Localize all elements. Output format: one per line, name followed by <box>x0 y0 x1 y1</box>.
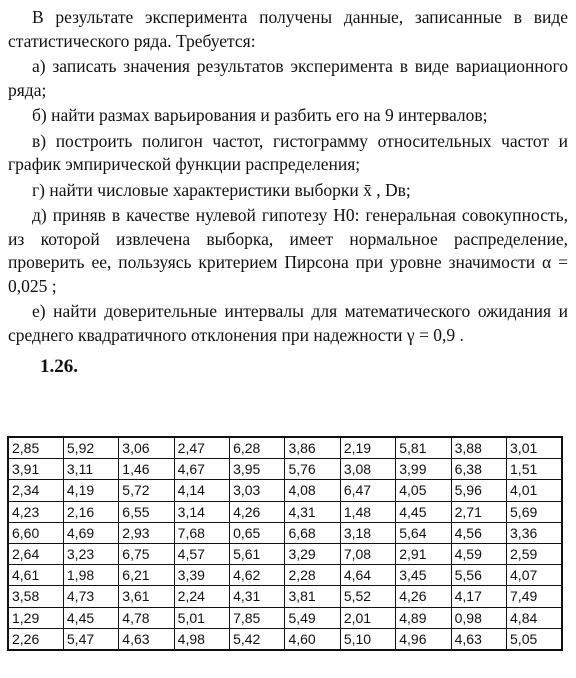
task-e: д) приняв в качестве нулевой гипотезу H0: генеральная совокупность, из которой извлечена выборка, имеет нормальное распределение, проверить ее, пользуясь критерием Пирсона при уровне значимости α = 0,025 ; <box>8 205 568 296</box>
table-cell: 2,93 <box>119 522 174 543</box>
table-row <box>8 459 562 480</box>
table-cell: 5,56 <box>451 565 506 586</box>
table-row <box>8 607 562 628</box>
table-cell: 2,24 <box>174 586 229 607</box>
table-cell: 4,69 <box>63 522 118 543</box>
table-cell: 4,63 <box>119 628 174 650</box>
table-cell: 6,38 <box>451 459 506 480</box>
table-cell: 3,81 <box>285 586 340 607</box>
table-cell: 3,01 <box>507 437 562 459</box>
table-cell: 4,05 <box>396 480 451 501</box>
table-cell: 4,73 <box>63 586 118 607</box>
table-cell: 3,45 <box>396 565 451 586</box>
table-cell: 3,06 <box>119 437 174 459</box>
table-cell: 3,08 <box>340 459 395 480</box>
table-cell: 1,48 <box>340 501 395 522</box>
table-cell: 3,23 <box>63 543 118 564</box>
table-cell: 1,46 <box>119 459 174 480</box>
table-cell: 1,29 <box>8 607 63 628</box>
table-cell: 0,65 <box>230 522 285 543</box>
table-cell: 4,98 <box>174 628 229 650</box>
task-c: в) построить полигон частот, гистограмму относительных частот и график эмпирической функции распределения; <box>8 130 568 174</box>
table-cell: 3,39 <box>174 565 229 586</box>
table-cell: 2,59 <box>507 543 562 564</box>
table-cell: 6,68 <box>285 522 340 543</box>
table-row <box>8 501 562 522</box>
table-cell: 7,49 <box>507 586 562 607</box>
table-cell: 4,08 <box>285 480 340 501</box>
table-cell: 3,14 <box>174 501 229 522</box>
table-cell: 5,01 <box>174 607 229 628</box>
table-cell: 6,75 <box>119 543 174 564</box>
table-cell: 3,18 <box>340 522 395 543</box>
table-cell: 2,71 <box>451 501 506 522</box>
table-cell: 4,67 <box>174 459 229 480</box>
table-cell: 3,03 <box>230 480 285 501</box>
table-cell: 6,21 <box>119 565 174 586</box>
table-cell: 5,49 <box>285 607 340 628</box>
table-cell: 7,85 <box>230 607 285 628</box>
table-row <box>8 586 562 607</box>
table-cell: 2,16 <box>63 501 118 522</box>
table-cell: 3,36 <box>507 522 562 543</box>
table-cell: 3,86 <box>285 437 340 459</box>
table-row <box>8 437 562 459</box>
table-cell: 0,98 <box>451 607 506 628</box>
table-cell: 3,58 <box>8 586 63 607</box>
table-cell: 4,26 <box>396 586 451 607</box>
table-cell: 5,81 <box>396 437 451 459</box>
table-cell: 3,11 <box>63 459 118 480</box>
table-cell: 5,92 <box>63 437 118 459</box>
table-cell: 4,89 <box>396 607 451 628</box>
table-cell: 2,26 <box>8 628 63 650</box>
table-cell: 5,47 <box>63 628 118 650</box>
data-table-wrapper <box>7 436 563 651</box>
table-cell: 6,55 <box>119 501 174 522</box>
table-cell: 2,91 <box>396 543 451 564</box>
table-row <box>8 543 562 564</box>
intro-paragraph: В результате эксперимента получены данные, записанные в виде статистического ряда. Требуется: <box>8 7 568 51</box>
data-table <box>7 436 563 651</box>
table-cell: 2,47 <box>174 437 229 459</box>
table-cell: 4,45 <box>63 607 118 628</box>
problem-number: 1.26. <box>40 356 78 377</box>
table-cell: 4,19 <box>63 480 118 501</box>
task-d: г) найти числовые характеристики выборки x̄ , Dв; <box>32 179 411 200</box>
table-cell: 5,76 <box>285 459 340 480</box>
task-f: е) найти доверительные интервалы для математического ожидания и среднего квадратичного отклонения при надежности γ = 0,9 . <box>8 301 568 345</box>
table-cell: 2,85 <box>8 437 63 459</box>
table-cell: 5,42 <box>230 628 285 650</box>
table-cell: 4,26 <box>230 501 285 522</box>
table-cell: 4,59 <box>451 543 506 564</box>
table-cell: 4,17 <box>451 586 506 607</box>
table-cell: 4,31 <box>230 586 285 607</box>
table-cell: 4,07 <box>507 565 562 586</box>
table-cell: 4,61 <box>8 565 63 586</box>
table-cell: 1,51 <box>507 459 562 480</box>
table-cell: 6,47 <box>340 480 395 501</box>
table-row <box>8 522 562 543</box>
table-row <box>8 480 562 501</box>
table-cell: 4,60 <box>285 628 340 650</box>
table-cell: 5,61 <box>230 543 285 564</box>
table-cell: 2,19 <box>340 437 395 459</box>
table-cell: 6,60 <box>8 522 63 543</box>
table-cell: 4,14 <box>174 480 229 501</box>
table-cell: 4,01 <box>507 480 562 501</box>
table-cell: 5,05 <box>507 628 562 650</box>
task-a: а) записать значения результатов эксперимента в виде вариационного ряда; <box>8 56 568 100</box>
table-cell: 3,88 <box>451 437 506 459</box>
table-cell: 3,29 <box>285 543 340 564</box>
table-cell: 1,98 <box>63 565 118 586</box>
table-cell: 4,23 <box>8 501 63 522</box>
table-cell: 2,01 <box>340 607 395 628</box>
table-cell: 4,62 <box>230 565 285 586</box>
table-cell: 4,31 <box>285 501 340 522</box>
table-row <box>8 565 562 586</box>
table-cell: 5,10 <box>340 628 395 650</box>
table-cell: 4,63 <box>451 628 506 650</box>
table-cell: 5,72 <box>119 480 174 501</box>
table-cell: 7,68 <box>174 522 229 543</box>
table-cell: 4,45 <box>396 501 451 522</box>
table-cell: 7,08 <box>340 543 395 564</box>
table-cell: 4,57 <box>174 543 229 564</box>
table-cell: 5,52 <box>340 586 395 607</box>
table-cell: 4,78 <box>119 607 174 628</box>
table-cell: 3,61 <box>119 586 174 607</box>
table-cell: 3,91 <box>8 459 63 480</box>
table-cell: 5,64 <box>396 522 451 543</box>
table-cell: 4,96 <box>396 628 451 650</box>
table-cell: 2,64 <box>8 543 63 564</box>
table-cell: 2,34 <box>8 480 63 501</box>
table-cell: 5,96 <box>451 480 506 501</box>
table-cell: 4,64 <box>340 565 395 586</box>
table-cell: 3,99 <box>396 459 451 480</box>
task-b: б) найти размах варьирования и разбить его на 9 интервалов; <box>32 105 488 125</box>
table-row <box>8 628 562 650</box>
table-cell: 4,84 <box>507 607 562 628</box>
table-cell: 6,28 <box>230 437 285 459</box>
table-cell: 3,95 <box>230 459 285 480</box>
table-cell: 4,56 <box>451 522 506 543</box>
table-cell: 5,69 <box>507 501 562 522</box>
table-cell: 2,28 <box>285 565 340 586</box>
